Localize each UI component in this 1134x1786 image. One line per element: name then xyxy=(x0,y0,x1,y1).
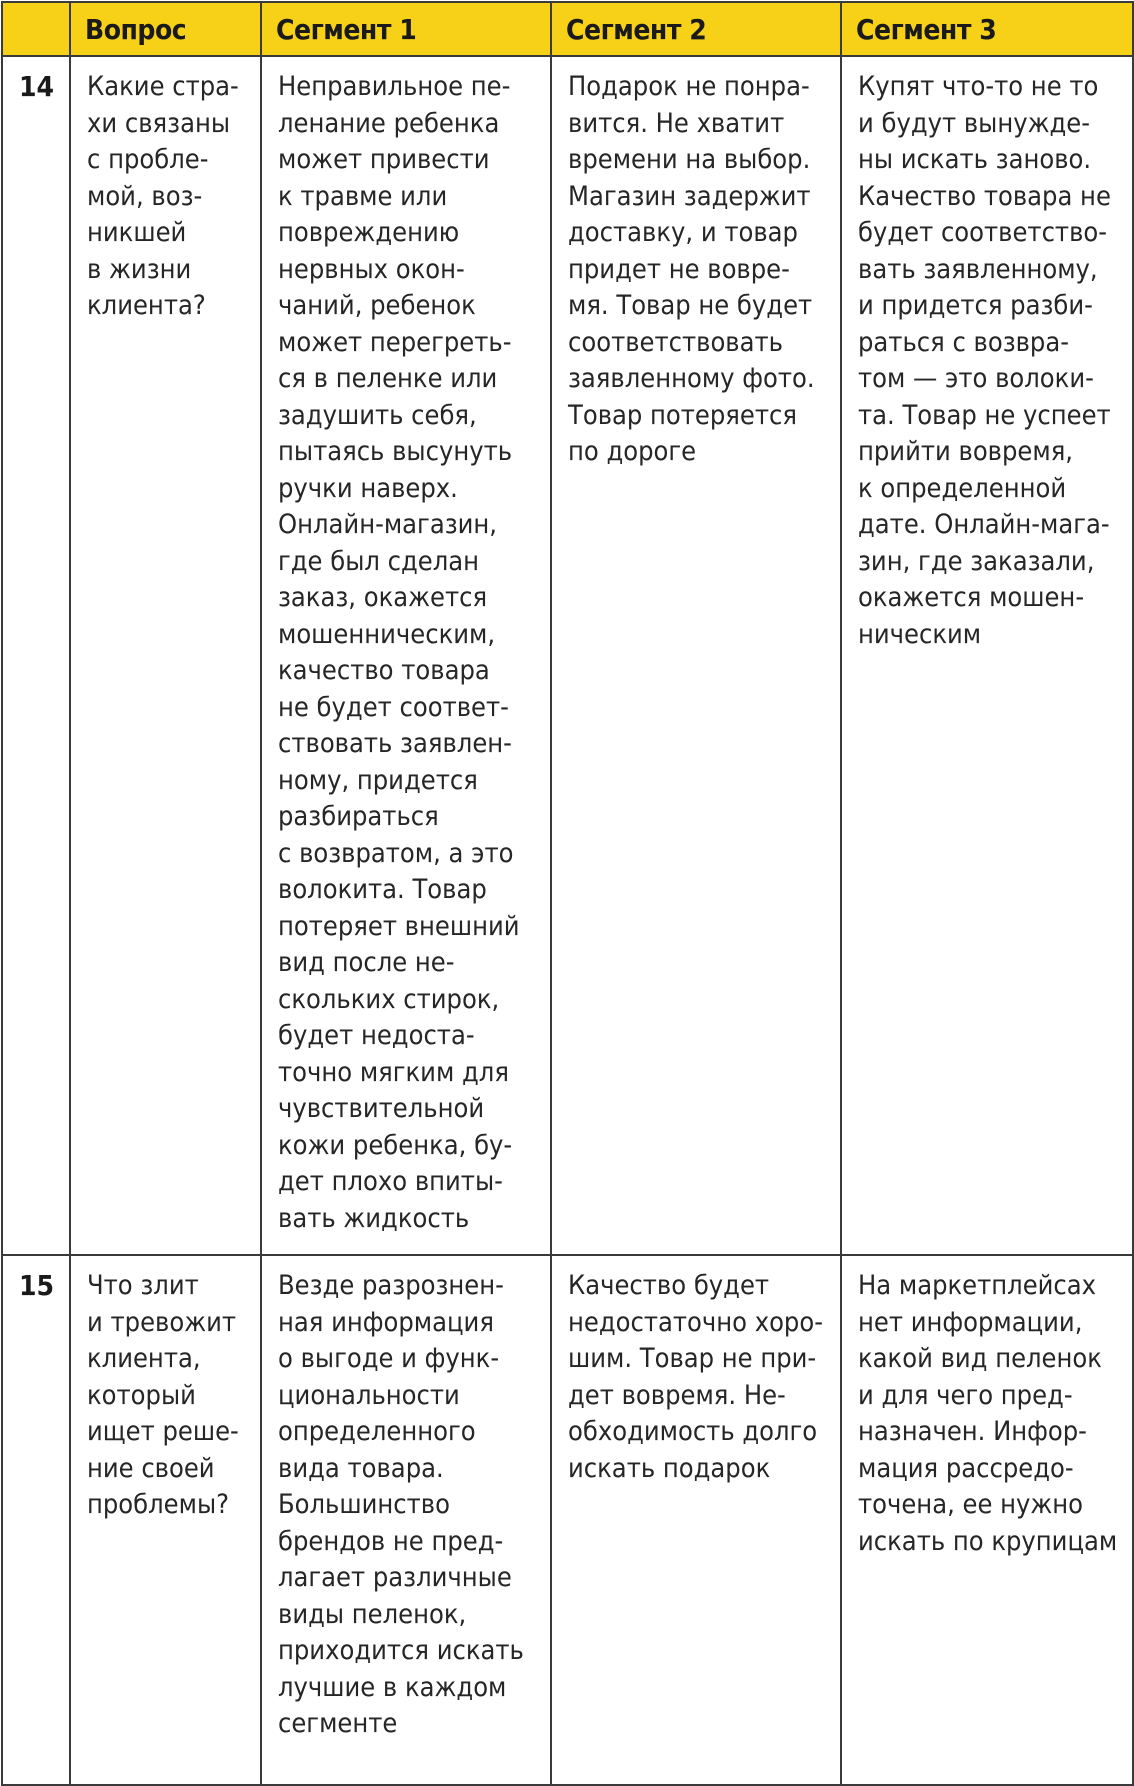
segment-table xyxy=(1,1,1134,1786)
segment-1-text: Неправильное пе- ленание ребенка может привести к травме или повреждению нервных окон- чаний, ребенок может перегреть- ся в пеленке или задушить себя, пытаясь высунуть ручки наверх. Онлайн-магазин, где был сделан заказ, окажется мошенническим, качество товара не будет соответ- ствовать заявлен- ному, придется разбираться с возвратом, а это волокита. Товар потеряет внешний вид после не- скольких стирок, будет недоста- точно мягким для чувствительной кожи ребенка, бу- дет плохо впиты- вать жидкость xyxy=(278,71,520,1234)
header-num xyxy=(2,2,70,56)
table-row xyxy=(2,1255,1133,1785)
question-text: Что злит и тревожит клиента, который ищет реше- ние своей проблемы? xyxy=(87,1270,239,1520)
segment-1-cell xyxy=(261,56,551,1255)
segment-1-cell xyxy=(261,1255,551,1785)
segment-2-cell xyxy=(551,56,841,1255)
segment-2-text: Подарок не понра- вится. Не хватит времени на выбор. Магазин задержит доставку, и товар придет не вовре- мя. Товар не будет соответствовать заявленному фото. Товар потеряется по дороге xyxy=(568,71,815,467)
segment-3-text: На маркетплейсах нет информации, какой вид пеленок и для чего пред- назначен. Инфор- мация рассредо- точена, ее нужно искать по крупицам xyxy=(858,1270,1118,1557)
header-question: Вопрос xyxy=(70,2,261,56)
table-row xyxy=(2,56,1133,1255)
segment-3-text: Купят что-то не то и будут вынужде- ны искать заново. Качество товара не будет соответство- вать заявленному, и придется разби- раться с возвра- том — это волоки- та. Товар не успеет прийти вовремя, к определенной дате. Онлайн-мага- зин, где заказали, окажется мошен- ническим xyxy=(858,71,1111,650)
row-number: 14 xyxy=(2,56,70,1255)
table-body xyxy=(2,56,1133,1785)
segment-3-cell xyxy=(841,1255,1133,1785)
table-header xyxy=(2,2,1133,56)
segment-1-text: Везде разрознен- ная информация о выгоде и функ- циональности определенного вида товара. Большинство брендов не пред- лагает различные виды пеленок, приходится искать лучшие в каждом сегменте xyxy=(278,1270,524,1739)
question-cell xyxy=(70,56,261,1255)
question-cell xyxy=(70,1255,261,1785)
row-number: 15 xyxy=(2,1255,70,1785)
segment-3-cell xyxy=(841,56,1133,1255)
segment-2-text: Качество будет недостаточно хоро- шим. Товар не при- дет вовремя. Не- обходимость долго искать подарок xyxy=(568,1270,823,1484)
header-row xyxy=(2,2,1133,56)
header-segment-2: Сегмент 2 xyxy=(551,2,841,56)
header-segment-3: Сегмент 3 xyxy=(841,2,1133,56)
segment-2-cell xyxy=(551,1255,841,1785)
header-segment-1: Сегмент 1 xyxy=(261,2,551,56)
question-text: Какие стра- хи связаны с пробле- мой, воз- никшей в жизни клиента? xyxy=(87,71,239,321)
